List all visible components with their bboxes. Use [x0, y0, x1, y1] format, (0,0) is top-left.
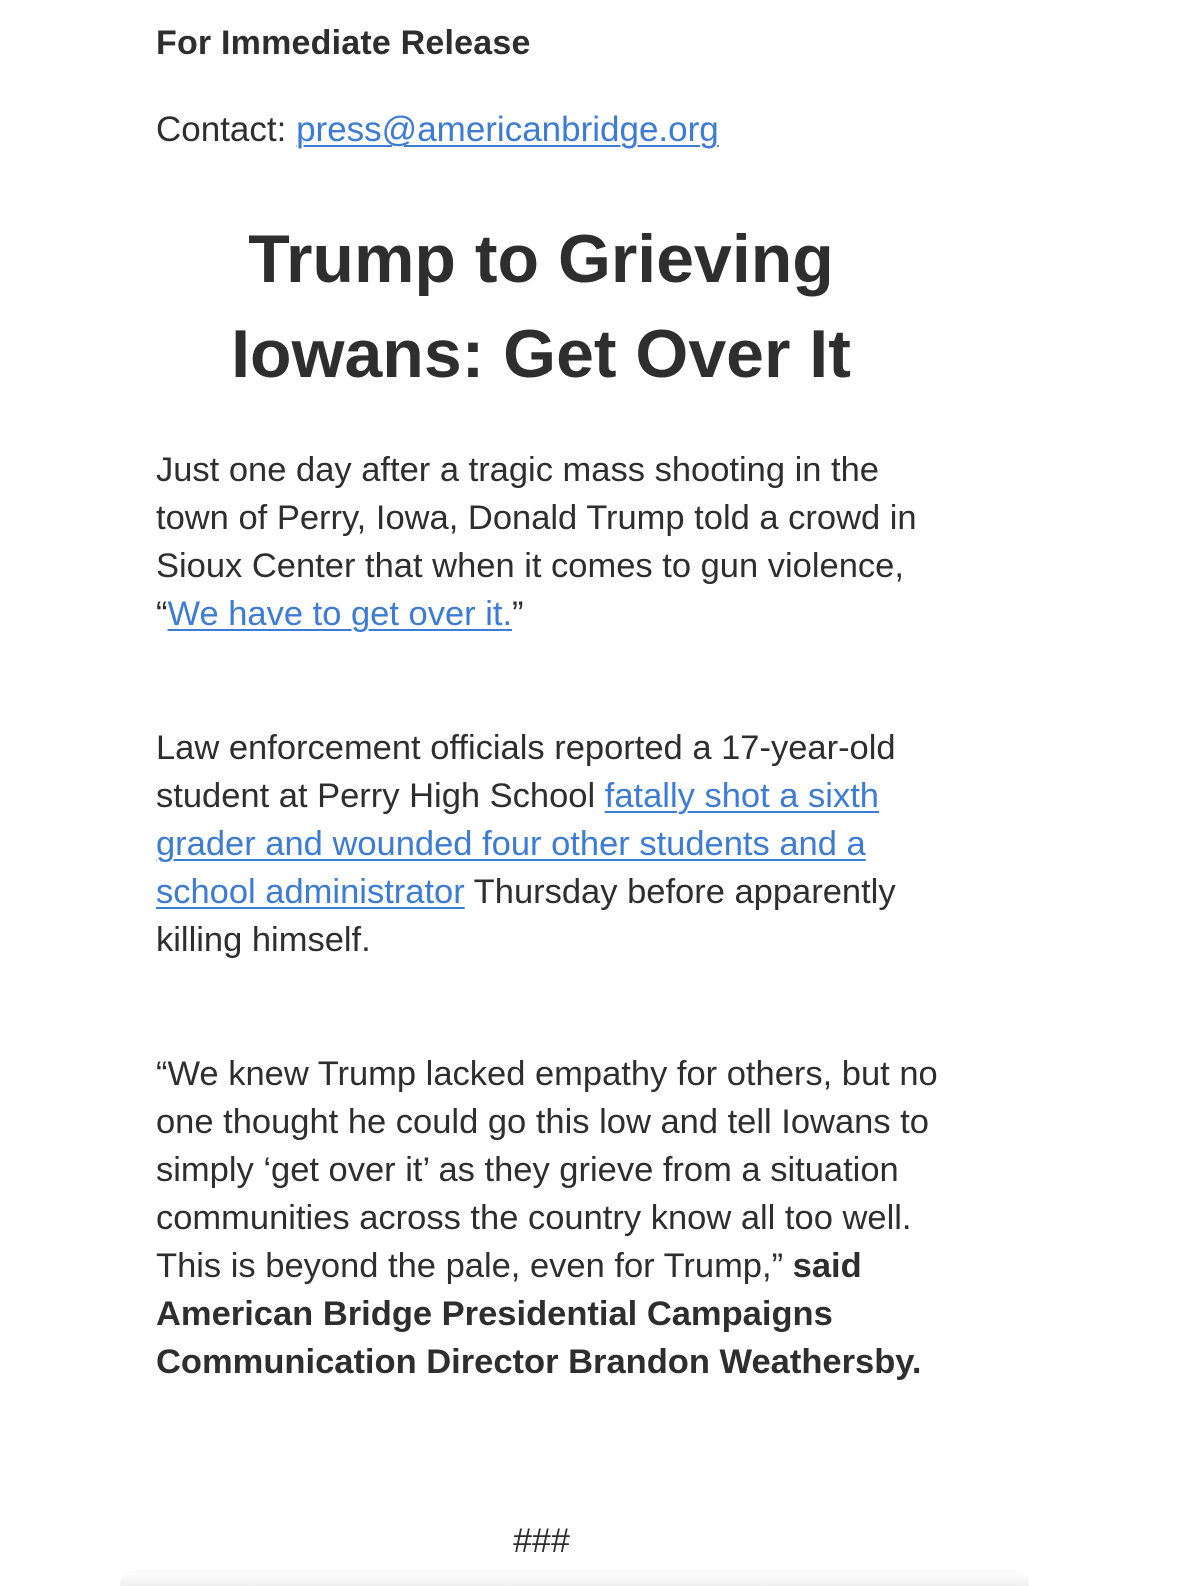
paragraph-incident-tail: Thursday before apparently killing himself. [156, 873, 896, 959]
statement-quote: “We knew Trump lacked empathy for others, but no one thought he could go this low and tell Iowans to simply ‘get over it’ as they grieve from a situation communities across the country know all too well. This is beyond the pale, even for Trump,” [156, 1055, 938, 1285]
contact-line [156, 110, 719, 150]
contact-prefix: Contact: [156, 110, 297, 149]
paragraph-incident [156, 724, 946, 964]
headline-line-2: Iowans: Get Over It [231, 316, 851, 392]
release-label: For Immediate Release [156, 24, 531, 62]
headline [156, 212, 926, 402]
paragraph-intro [156, 446, 946, 638]
quote-source-link[interactable]: We have to get over it. [167, 595, 513, 633]
paragraph-intro-close-quote: ” [512, 595, 524, 633]
contact-email-link[interactable]: press@americanbridge.org [296, 110, 719, 149]
paragraph-incident-text: Law enforcement officials reported a 17-year-old student at Perry High School [156, 729, 896, 815]
statement-attribution: said American Bridge Presidential Campaigns Communication Director Brandon Weathersby. [156, 1247, 922, 1381]
paragraph-intro-text: Just one day after a tragic mass shooting in the town of Perry, Iowa, Donald Trump told a crowd in Sioux Center that when it comes to gun violence, “ [156, 451, 917, 633]
incident-report-link[interactable]: fatally shot a sixth grader and wounded four other students and a school administrator [156, 777, 879, 911]
end-mark: ### [513, 1522, 570, 1560]
card-bottom-edge [120, 1572, 1029, 1586]
headline-line-1: Trump to Grieving [248, 221, 834, 297]
paragraph-statement [156, 1050, 946, 1386]
